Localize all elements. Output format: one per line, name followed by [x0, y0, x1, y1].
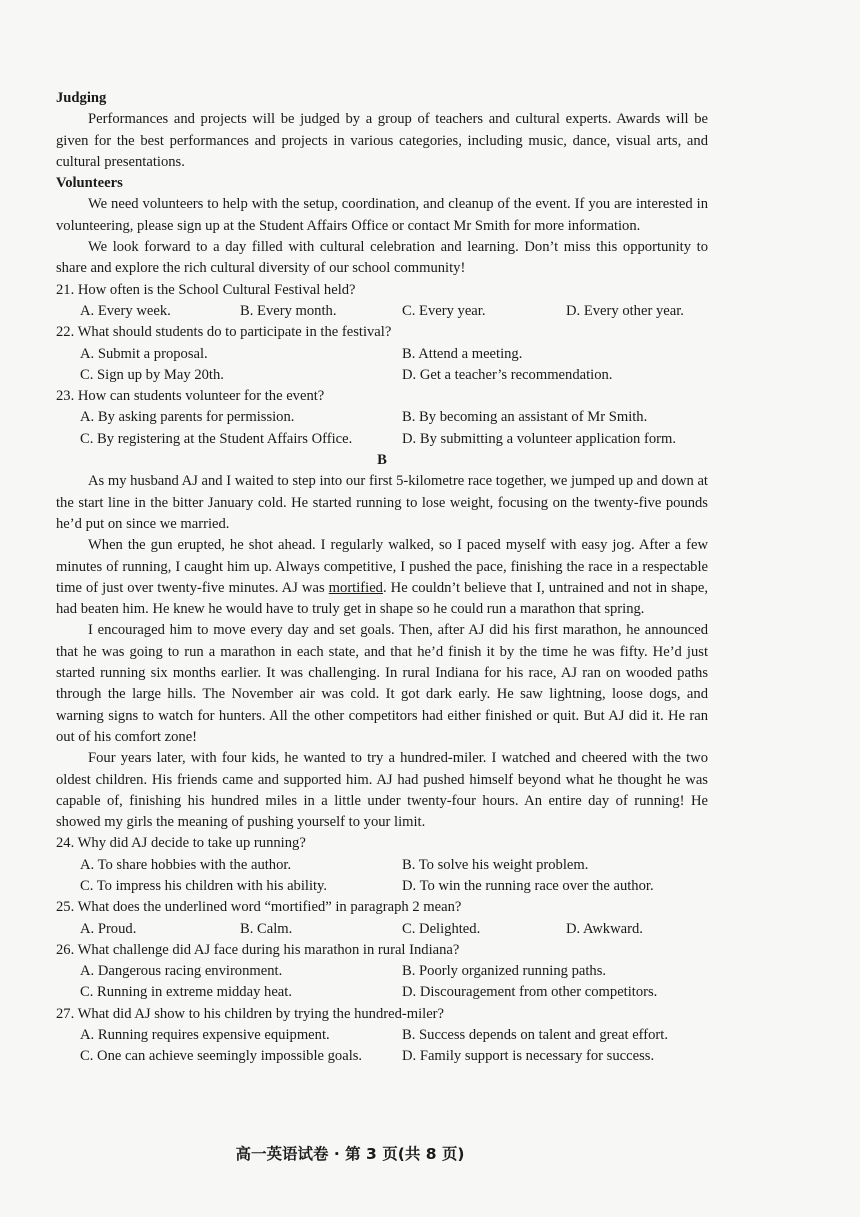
section-b-label: B: [377, 452, 387, 469]
judging-text: Performances and projects will be judged by a group of teachers and cultural experts. Awards will be given for the best performances and projects in various categories, including music, dance, visual arts, and cultural presentations.: [56, 111, 708, 170]
question-25-options: [56, 919, 708, 940]
option-c: C. Sign up by May 20th.: [80, 366, 224, 383]
option-b: B. Attend a meeting.: [402, 345, 523, 362]
option-d: D. Family support is necessary for success.: [402, 1048, 655, 1065]
question-22-options: [56, 344, 708, 387]
option-d: D. To win the running race over the author.: [402, 877, 654, 894]
option-b: B. Poorly organized running paths.: [402, 963, 607, 980]
option-c: C. Every year.: [402, 302, 486, 319]
option-c: C. To impress his children with his ability.: [80, 877, 328, 894]
question-22: 22. What should students do to participate in the festival?: [56, 324, 392, 341]
option-d: D. Get a teacher’s recommendation.: [402, 366, 613, 383]
option-b: B. Every month.: [240, 302, 337, 319]
passage-b-paragraph-1: As my husband AJ and I waited to step into our first 5-kilometre race together, we jumped up and down at the start line in the bitter January cold. He started running to lose weight, focusing on the twenty-five pounds he’d put on since we married.: [56, 473, 708, 532]
underlined-word: mortified: [328, 579, 383, 596]
question-24: 24. Why did AJ decide to take up running?: [56, 835, 306, 852]
option-c: C. Delighted.: [402, 920, 481, 937]
judging-heading: Judging: [56, 90, 107, 106]
passage-b-paragraph-2: [56, 535, 708, 620]
option-b: B. To solve his weight problem.: [402, 856, 589, 873]
option-a: A. Proud.: [80, 920, 137, 937]
option-b: B. Calm.: [240, 920, 293, 937]
option-b: B. By becoming an assistant of Mr Smith.: [402, 409, 648, 426]
question-23: 23. How can students volunteer for the event?: [56, 388, 325, 405]
option-a: A. By asking parents for permission.: [80, 409, 295, 426]
option-b: B. Success depends on talent and great effort.: [402, 1027, 668, 1044]
option-c: C. By registering at the Student Affairs Office.: [80, 430, 353, 447]
question-24-options: [56, 855, 708, 898]
paragraph-2-start: When the gun erupted, he shot ahead. I regularly walked, so I paced myself with easy jog. After a few minutes of running, I caught him up. Always competitive, I pushed the pace, finishing the race in a respectable time of just over twenty-five minutes. AJ was: [56, 537, 708, 596]
volunteers-heading: Volunteers: [56, 175, 123, 192]
option-a: A. Dangerous racing environment.: [80, 963, 283, 980]
option-a: A. Every week.: [80, 302, 171, 319]
option-d: D. Every other year.: [566, 302, 684, 319]
question-23-options: [56, 407, 708, 450]
passage-b-paragraph-3: I encouraged him to move every day and set goals. Then, after AJ did his first marathon, he announced that he was going to run a marathon in each state, and that he’d finish it by the time he was fifty. He’d just started running six months earlier. It was challenging. In rural Indiana for his race, AJ ran on wooded paths through the large hills. The November air was cold. It got dark early. He saw lightning, loose dogs, and warning signs to watch for hunters. All the other competitors had either finished or quit. But AJ did it. He ran out of his comfort zone!: [56, 622, 708, 745]
option-c: C. Running in extreme midday heat.: [80, 984, 292, 1001]
question-21: 21. How often is the School Cultural Festival held?: [56, 281, 356, 298]
passage-b-paragraph-4: Four years later, with four kids, he wanted to try a hundred-miler. I watched and cheered with the two oldest children. His friends came and supported him. AJ had pushed himself beyond what he thought he was capable of, finishing his hundred miles in a little under twenty-four hours. An entire day of running! He showed my girls the meaning of pushing yourself to your limit.: [56, 750, 708, 831]
question-27-options: [56, 1025, 708, 1068]
question-26: 26. What challenge did AJ face during his marathon in rural Indiana?: [56, 941, 460, 958]
question-25: 25. What does the underlined word “mortified” in paragraph 2 mean?: [56, 899, 462, 916]
page-footer: 高一英语试卷 · 第 3 页(共 8 页): [235, 1145, 465, 1163]
question-26-options: [56, 961, 708, 1004]
option-d: D. Discouragement from other competitors.: [402, 984, 658, 1001]
volunteers-text: We need volunteers to help with the setup, coordination, and cleanup of the event. If you are interested in volunteering, please sign up at the Student Affairs Office or contact Mr Smith for more information.: [56, 196, 708, 234]
question-27: 27. What did AJ show to his children by trying the hundred-miler?: [56, 1005, 445, 1022]
option-d: D. Awkward.: [566, 920, 643, 937]
page-left-column: [56, 88, 708, 1068]
question-21-options: [56, 301, 708, 322]
closing-text: We look forward to a day filled with cultural celebration and learning. Don’t miss this opportunity to share and explore the rich cultural diversity of our school community!: [56, 239, 708, 277]
option-c: C. One can achieve seemingly impossible goals.: [80, 1048, 363, 1065]
paragraph-2-end: . He couldn’t believe that I, untrained and not in shape, had beaten him. He knew he would have to truly get in shape so he could run a marathon that spring.: [56, 579, 708, 618]
option-d: D. By submitting a volunteer application form.: [402, 430, 676, 447]
option-a: A. To share hobbies with the author.: [80, 856, 292, 873]
option-a: A. Submit a proposal.: [80, 345, 208, 362]
option-a: A. Running requires expensive equipment.: [80, 1027, 330, 1044]
